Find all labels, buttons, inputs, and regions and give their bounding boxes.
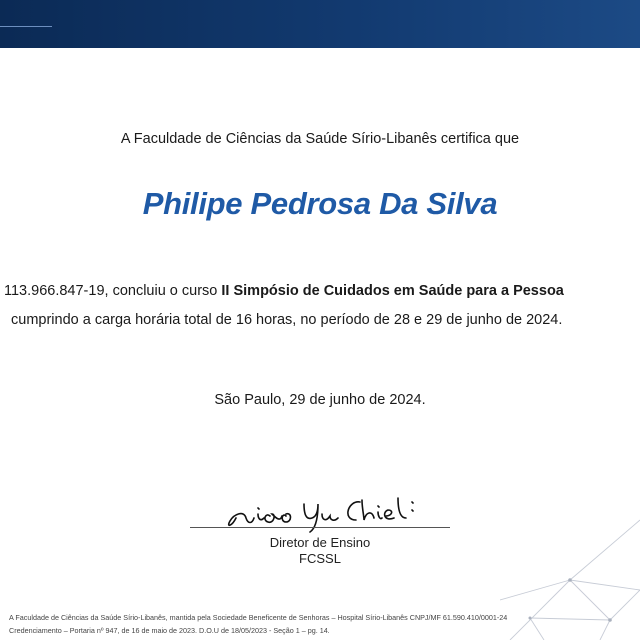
- footer-legal-line2: Credenciamento – Portaria nº 947, de 16 de maio de 2023. D.O.U de 18/05/2023 - Seção 1 – pg. 14.: [9, 626, 330, 635]
- banner-rule: [0, 26, 52, 27]
- top-banner: [0, 0, 640, 48]
- signatory-role: Diretor de Ensino: [269, 535, 371, 550]
- course-name: II Simpósio de Cuidados em Saúde para a Pessoa: [221, 283, 564, 299]
- signature-line: [190, 527, 450, 528]
- decorative-network-graphic: [500, 500, 640, 640]
- certificate-body-line2: cumprindo a carga horária total de 16 horas, no período de 28 e 29 de junho de 2024.: [11, 312, 563, 328]
- signatory-organization: FCSSL: [299, 551, 341, 566]
- recipient-name: Philipe Pedrosa Da Silva: [142, 186, 498, 221]
- certificate-intro: A Faculdade de Ciências da Saúde Sírio-Libanês certifica que: [120, 131, 520, 147]
- document-number-text: 113.966.847-19, concluiu o curso: [4, 283, 222, 299]
- footer-legal-line1: A Faculdade de Ciências da Saúde Sírio-Libanês, mantida pela Sociedade Beneficente de Senhoras – Hospital Sírio-Libanês CNPJ/MF 61.590.410/0001-24: [9, 613, 508, 622]
- certificate-body-line1: [4, 283, 640, 299]
- place-date: São Paulo, 29 de junho de 2024.: [214, 392, 426, 408]
